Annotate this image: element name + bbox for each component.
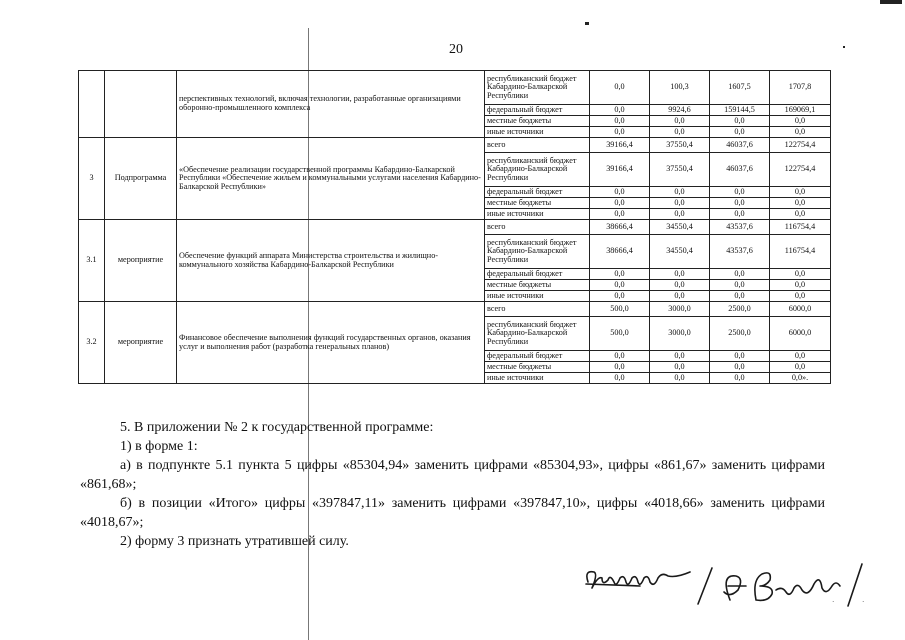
funding-source-cell: местные бюджеты: [485, 362, 590, 373]
program-description-cell: Финансовое обеспечение выполнения функций государственных органов, оказания услуг и выполнения работ (разработка генеральных планов): [177, 302, 485, 384]
funding-source-cell: федеральный бюджет: [485, 105, 590, 116]
amount-cell: 6000,0: [770, 302, 831, 317]
amount-cell: 0,0: [650, 116, 710, 127]
funding-source-cell: местные бюджеты: [485, 116, 590, 127]
scan-mark: ·: [862, 598, 865, 606]
budget-table: [78, 70, 831, 384]
amount-cell: 116754,4: [770, 235, 831, 269]
program-description-cell: Обеспечение функций аппарата Министерства строительства и жилищно-коммунального хозяйства Кабардино-Балкарской Республики: [177, 220, 485, 302]
amount-cell: 0,0: [710, 373, 770, 384]
amount-cell: 0,0: [710, 198, 770, 209]
funding-source-cell: федеральный бюджет: [485, 269, 590, 280]
budget-row: [79, 220, 831, 235]
amount-cell: 0,0: [590, 280, 650, 291]
amount-cell: 3000,0: [650, 302, 710, 317]
funding-source-cell: федеральный бюджет: [485, 351, 590, 362]
amount-cell: 0,0: [590, 291, 650, 302]
funding-source-cell: иные источники: [485, 373, 590, 384]
amount-cell: 0,0: [590, 362, 650, 373]
program-code-cell: 3: [79, 138, 105, 220]
amount-cell: 0,0: [590, 269, 650, 280]
amount-cell: 0,0: [650, 351, 710, 362]
amount-cell: 6000,0: [770, 317, 831, 351]
program-kind-cell: мероприятие: [105, 302, 177, 384]
funding-source-cell: республиканский бюджет Кабардино-Балкарской Республики: [485, 153, 590, 187]
amount-cell: 0,0: [770, 209, 831, 220]
amount-cell: 500,0: [590, 302, 650, 317]
amendment-paragraph: б) в позиции «Итого» цифры «397847,11» заменить цифрами «397847,10», цифры «4018,66» заменить цифрами «4018,67»;: [80, 496, 825, 530]
funding-source-cell: всего: [485, 220, 590, 235]
amount-cell: 500,0: [590, 317, 650, 351]
amount-cell: 0,0: [770, 116, 831, 127]
handwritten-signature: [580, 560, 870, 615]
amount-cell: 0,0: [710, 280, 770, 291]
scan-speck: [843, 46, 845, 48]
program-kind-cell: мероприятие: [105, 220, 177, 302]
amount-cell: 46037,6: [710, 138, 770, 153]
funding-source-cell: республиканский бюджет Кабардино-Балкарской Республики: [485, 317, 590, 351]
funding-source-cell: местные бюджеты: [485, 280, 590, 291]
amount-cell: 159144,5: [710, 105, 770, 116]
funding-source-cell: республиканский бюджет Кабардино-Балкарской Республики: [485, 235, 590, 269]
amount-cell: 39166,4: [590, 138, 650, 153]
program-kind-cell: [105, 71, 177, 138]
amount-cell: 0,0: [710, 351, 770, 362]
amount-cell: 0,0: [590, 105, 650, 116]
amount-cell: 37550,4: [650, 153, 710, 187]
amount-cell: 0,0».: [770, 373, 831, 384]
budget-row: [79, 302, 831, 317]
amount-cell: 9924,6: [650, 105, 710, 116]
funding-source-cell: всего: [485, 138, 590, 153]
amount-cell: 0,0: [770, 362, 831, 373]
amount-cell: 2500,0: [710, 302, 770, 317]
amount-cell: 1707,8: [770, 71, 831, 105]
amount-cell: 0,0: [710, 362, 770, 373]
amount-cell: 122754,4: [770, 138, 831, 153]
amendment-paragraph: а) в подпункте 5.1 пункта 5 цифры «85304,94» заменить цифрами «85304,93», цифры «861,67» заменить цифрами «861,68»;: [80, 458, 825, 492]
scan-edge-mark: [880, 0, 902, 4]
scan-mark: ·: [832, 598, 835, 606]
amendment-paragraph: 2) форму 3 признать утратившей силу.: [120, 534, 349, 549]
program-description-cell: «Обеспечение реализации государственной программы Кабардино-Балкарской Республики «Обеспечение жильем и коммунальными услугами населения Кабардино-Балкарской Республики»: [177, 138, 485, 220]
amount-cell: 1607,5: [710, 71, 770, 105]
amount-cell: 0,0: [710, 116, 770, 127]
amount-cell: 0,0: [650, 373, 710, 384]
amount-cell: 34550,4: [650, 235, 710, 269]
amount-cell: 0,0: [590, 187, 650, 198]
funding-source-cell: федеральный бюджет: [485, 187, 590, 198]
amount-cell: 38666,4: [590, 220, 650, 235]
amount-cell: 0,0: [590, 198, 650, 209]
amount-cell: 0,0: [590, 71, 650, 105]
amount-cell: 38666,4: [590, 235, 650, 269]
amount-cell: 0,0: [590, 127, 650, 138]
amount-cell: 0,0: [770, 351, 831, 362]
amount-cell: 0,0: [590, 373, 650, 384]
amount-cell: 3000,0: [650, 317, 710, 351]
funding-source-cell: местные бюджеты: [485, 198, 590, 209]
amendment-text: [80, 418, 825, 551]
amount-cell: 0,0: [650, 198, 710, 209]
amount-cell: 0,0: [710, 269, 770, 280]
amount-cell: 0,0: [650, 362, 710, 373]
signature-graphic: [580, 560, 870, 610]
funding-source-cell: иные источники: [485, 291, 590, 302]
amount-cell: 39166,4: [590, 153, 650, 187]
amendment-paragraph: 1) в форме 1:: [120, 439, 198, 454]
amount-cell: 0,0: [770, 198, 831, 209]
amount-cell: 0,0: [650, 280, 710, 291]
funding-source-cell: республиканский бюджет Кабардино-Балкарской Республики: [485, 71, 590, 105]
program-code-cell: 3.2: [79, 302, 105, 384]
amount-cell: 0,0: [650, 291, 710, 302]
page-number: 20: [449, 42, 463, 57]
amount-cell: 100,3: [650, 71, 710, 105]
amount-cell: 0,0: [650, 187, 710, 198]
amount-cell: 0,0: [590, 209, 650, 220]
amount-cell: 169069,1: [770, 105, 831, 116]
amount-cell: 0,0: [770, 187, 831, 198]
amount-cell: 37550,4: [650, 138, 710, 153]
budget-row: [79, 138, 831, 153]
amount-cell: 0,0: [770, 269, 831, 280]
amount-cell: 43537,6: [710, 220, 770, 235]
amount-cell: 0,0: [650, 269, 710, 280]
amount-cell: 0,0: [650, 209, 710, 220]
amount-cell: 43537,6: [710, 235, 770, 269]
amount-cell: 0,0: [770, 280, 831, 291]
amount-cell: 0,0: [770, 291, 831, 302]
amount-cell: 0,0: [710, 127, 770, 138]
program-kind-cell: Подпрограмма: [105, 138, 177, 220]
amount-cell: 0,0: [710, 209, 770, 220]
amendment-paragraph: 5. В приложении № 2 к государственной программе:: [120, 420, 434, 435]
budget-row: [79, 71, 831, 105]
program-code-cell: [79, 71, 105, 138]
program-code-cell: 3.1: [79, 220, 105, 302]
amount-cell: 34550,4: [650, 220, 710, 235]
amount-cell: 0,0: [710, 187, 770, 198]
amount-cell: 0,0: [650, 127, 710, 138]
amount-cell: 46037,6: [710, 153, 770, 187]
scan-speck: [585, 22, 589, 25]
amount-cell: 0,0: [590, 351, 650, 362]
amount-cell: 116754,4: [770, 220, 831, 235]
program-description-cell: перспективных технологий, включая технологии, разработанные организациями оборонно-промышленного комплекса: [177, 71, 485, 138]
amount-cell: 0,0: [710, 291, 770, 302]
funding-source-cell: иные источники: [485, 127, 590, 138]
amount-cell: 0,0: [770, 127, 831, 138]
amount-cell: 0,0: [590, 116, 650, 127]
amount-cell: 2500,0: [710, 317, 770, 351]
funding-source-cell: иные источники: [485, 209, 590, 220]
funding-source-cell: всего: [485, 302, 590, 317]
amount-cell: 122754,4: [770, 153, 831, 187]
